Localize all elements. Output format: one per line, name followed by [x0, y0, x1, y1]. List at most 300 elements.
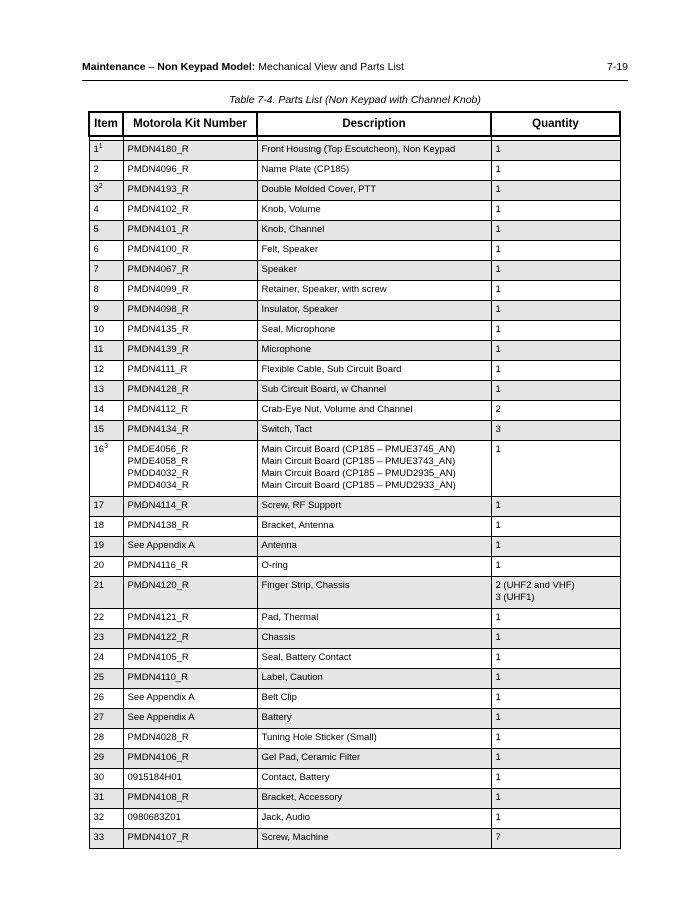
item-number: 15 — [93, 424, 105, 435]
kit-number: PMDE4058_R — [127, 456, 189, 467]
item-cell — [89, 749, 123, 769]
description-cell — [257, 537, 491, 557]
kit-number-cell — [123, 577, 257, 609]
description-cell — [257, 201, 491, 221]
description-cell — [257, 181, 491, 201]
description: Antenna — [261, 540, 297, 551]
quantity: 1 — [495, 772, 501, 783]
description-cell — [257, 557, 491, 577]
description-cell — [257, 241, 491, 261]
item-number: 25 — [93, 672, 105, 683]
kit-number: PMDN4100_R — [127, 244, 189, 255]
page-header — [82, 61, 628, 73]
item-number: 29 — [93, 752, 105, 763]
item-cell — [89, 537, 123, 557]
table-row — [89, 829, 620, 849]
column-header-description: Description — [257, 112, 491, 136]
quantity-cell — [491, 557, 620, 577]
table-row — [89, 557, 620, 577]
table-row — [89, 709, 620, 729]
description: Seal, Microphone — [261, 324, 336, 335]
footnote-marker: 3 — [104, 442, 108, 450]
quantity: 1 — [495, 324, 501, 335]
quantity-cell — [491, 341, 620, 361]
table-row — [89, 221, 620, 241]
table-header-row — [89, 112, 620, 136]
kit-number-cell — [123, 361, 257, 381]
item-cell — [89, 709, 123, 729]
description-cell — [257, 689, 491, 709]
kit-number: PMDN4067_R — [127, 264, 189, 275]
kit-number: PMDN4116_R — [127, 560, 189, 571]
kit-number-cell — [123, 769, 257, 789]
item-cell — [89, 629, 123, 649]
kit-number: PMDN4112_R — [127, 404, 189, 415]
item-cell — [89, 181, 123, 201]
item-cell — [89, 381, 123, 401]
item-number: 28 — [93, 732, 105, 743]
description: O-ring — [261, 560, 288, 571]
description-cell — [257, 441, 491, 497]
column-header-quantity: Quantity — [491, 112, 620, 136]
kit-number: PMDN4102_R — [127, 204, 189, 215]
kit-number-cell — [123, 709, 257, 729]
item-cell — [89, 769, 123, 789]
table-row — [89, 361, 620, 381]
item-number: 3 — [93, 184, 99, 195]
quantity: 1 — [495, 632, 501, 643]
description: Microphone — [261, 344, 312, 355]
quantity-cell — [491, 161, 620, 181]
kit-number: See Appendix A — [127, 540, 195, 551]
description: Finger Strip, Chassis — [261, 580, 350, 591]
description-cell — [257, 497, 491, 517]
kit-number-cell — [123, 301, 257, 321]
item-number: 31 — [93, 792, 105, 803]
table-row — [89, 769, 620, 789]
kit-number-cell — [123, 241, 257, 261]
item-cell — [89, 441, 123, 497]
kit-number-cell — [123, 517, 257, 537]
kit-number: PMDN4128_R — [127, 384, 189, 395]
item-cell — [89, 497, 123, 517]
kit-number-cell — [123, 321, 257, 341]
kit-number: See Appendix A — [127, 692, 195, 703]
quantity-cell — [491, 441, 620, 497]
quantity-cell — [491, 649, 620, 669]
item-cell — [89, 301, 123, 321]
item-cell — [89, 261, 123, 281]
kit-number-cell — [123, 201, 257, 221]
item-number: 4 — [93, 204, 99, 215]
item-cell — [89, 341, 123, 361]
kit-number: 0915184H01 — [127, 772, 182, 783]
description-cell — [257, 341, 491, 361]
kit-number-cell — [123, 421, 257, 441]
kit-number: 0980683Z01 — [127, 812, 181, 823]
item-number: 8 — [93, 284, 99, 295]
quantity: 1 — [495, 264, 501, 275]
kit-number: PMDN4096_R — [127, 164, 189, 175]
item-number: 23 — [93, 632, 105, 643]
quantity: 1 — [495, 520, 501, 531]
quantity: 1 — [495, 500, 501, 511]
item-number: 16 — [93, 444, 105, 455]
description-cell — [257, 609, 491, 629]
description-cell — [257, 301, 491, 321]
item-cell — [89, 281, 123, 301]
item-number: 19 — [93, 540, 105, 551]
kit-number-cell — [123, 649, 257, 669]
description-cell — [257, 829, 491, 849]
kit-number: PMDN4099_R — [127, 284, 189, 295]
quantity: 7 — [495, 832, 501, 843]
kit-number: PMDN4107_R — [127, 832, 189, 843]
item-cell — [89, 221, 123, 241]
quantity-cell — [491, 281, 620, 301]
table-row — [89, 749, 620, 769]
kit-number: PMDN4139_R — [127, 344, 189, 355]
kit-number: PMDN4122_R — [127, 632, 189, 643]
kit-number: PMDN4138_R — [127, 520, 189, 531]
item-number: 30 — [93, 772, 105, 783]
description-cell — [257, 709, 491, 729]
header-section: Maintenance — [82, 61, 146, 73]
kit-number: PMDN4114_R — [127, 500, 189, 511]
kit-number: See Appendix A — [127, 712, 195, 723]
table-row — [89, 649, 620, 669]
kit-number: PMDN4110_R — [127, 672, 189, 683]
quantity: 1 — [495, 560, 501, 571]
description: Bracket, Antenna — [261, 520, 334, 531]
quantity: 1 — [495, 652, 501, 663]
item-cell — [89, 577, 123, 609]
kit-number-cell — [123, 141, 257, 161]
description: Front Housing (Top Escutcheon), Non Keypad — [261, 144, 456, 155]
description-cell — [257, 421, 491, 441]
quantity-cell — [491, 769, 620, 789]
quantity-cell — [491, 361, 620, 381]
description: Sub Circuit Board, w Channel — [261, 384, 387, 395]
description: Bracket, Accessory — [261, 792, 343, 803]
kit-number: PMDN4101_R — [127, 224, 189, 235]
quantity-cell — [491, 497, 620, 517]
kit-number-cell — [123, 729, 257, 749]
quantity-cell — [491, 421, 620, 441]
quantity-cell — [491, 689, 620, 709]
description-cell — [257, 809, 491, 829]
header-title-rest: Mechanical View and Parts List — [255, 61, 404, 73]
item-cell — [89, 321, 123, 341]
description-cell — [257, 769, 491, 789]
table-row — [89, 241, 620, 261]
table-row — [89, 609, 620, 629]
item-number: 14 — [93, 404, 105, 415]
quantity-cell — [491, 809, 620, 829]
kit-number-cell — [123, 789, 257, 809]
description-cell — [257, 629, 491, 649]
quantity: 1 — [495, 672, 501, 683]
quantity: 1 — [495, 612, 501, 623]
quantity-cell — [491, 401, 620, 421]
item-number: 33 — [93, 832, 105, 843]
description: Name Plate (CP185) — [261, 164, 350, 175]
description: Gel Pad, Ceramic Filter — [261, 752, 361, 763]
item-number: 21 — [93, 580, 105, 591]
table-row — [89, 517, 620, 537]
quantity-cell — [491, 221, 620, 241]
kit-number: PMDN4108_R — [127, 792, 189, 803]
table-row — [89, 441, 620, 497]
table-row — [89, 689, 620, 709]
description: Battery — [261, 712, 292, 723]
quantity-cell — [491, 537, 620, 557]
item-cell — [89, 401, 123, 421]
description-cell — [257, 161, 491, 181]
table-row — [89, 301, 620, 321]
kit-number: PMDN4134_R — [127, 424, 189, 435]
kit-number-cell — [123, 537, 257, 557]
description: Chassis — [261, 632, 296, 643]
quantity: 1 — [495, 792, 501, 803]
parts-table — [88, 111, 621, 849]
kit-number: PMDN4180_R — [127, 144, 189, 155]
quantity: 1 — [495, 444, 501, 455]
table-row — [89, 181, 620, 201]
quantity: 2 — [495, 404, 501, 415]
table-row — [89, 341, 620, 361]
description: Insulator, Speaker — [261, 304, 339, 315]
table-caption: Table 7-4. Parts List (Non Keypad with Channel Knob) — [229, 94, 481, 106]
kit-number-cell — [123, 221, 257, 241]
description-cell — [257, 381, 491, 401]
table-row — [89, 809, 620, 829]
item-number: 7 — [93, 264, 99, 275]
description: Felt, Speaker — [261, 244, 318, 255]
quantity-cell — [491, 141, 620, 161]
description: Main Circuit Board (CP185 – PMUD2933_AN) — [261, 480, 456, 491]
table-row — [89, 261, 620, 281]
item-number: 32 — [93, 812, 105, 823]
description-cell — [257, 141, 491, 161]
item-number: 9 — [93, 304, 99, 315]
quantity: 1 — [495, 284, 501, 295]
kit-number: PMDN4121_R — [127, 612, 189, 623]
description: Screw, Machine — [261, 832, 329, 843]
header-divider — [82, 80, 628, 81]
item-number: 22 — [93, 612, 105, 623]
item-number: 20 — [93, 560, 105, 571]
item-number: 12 — [93, 364, 105, 375]
quantity: 1 — [495, 384, 501, 395]
kit-number: PMDE4056_R — [127, 444, 189, 455]
description-cell — [257, 789, 491, 809]
quantity-cell — [491, 709, 620, 729]
kit-number-cell — [123, 341, 257, 361]
quantity: 1 — [495, 364, 501, 375]
item-cell — [89, 421, 123, 441]
description: Screw, RF Support — [261, 500, 342, 511]
description-cell — [257, 281, 491, 301]
quantity: 1 — [495, 732, 501, 743]
table-row — [89, 141, 620, 161]
table-row — [89, 629, 620, 649]
item-number: 18 — [93, 520, 105, 531]
item-cell — [89, 809, 123, 829]
quantity: 1 — [495, 204, 501, 215]
quantity: 1 — [495, 304, 501, 315]
header-subsection: Non Keypad Model: — [157, 61, 256, 73]
description: Switch, Tact — [261, 424, 313, 435]
kit-number: PMDD4032_R — [127, 468, 189, 479]
kit-number-cell — [123, 497, 257, 517]
item-number: 13 — [93, 384, 105, 395]
table-row — [89, 161, 620, 181]
item-cell — [89, 201, 123, 221]
quantity: 1 — [495, 812, 501, 823]
quantity-cell — [491, 609, 620, 629]
item-cell — [89, 361, 123, 381]
description: Belt Clip — [261, 692, 297, 703]
item-number: 11 — [93, 344, 104, 355]
description-cell — [257, 749, 491, 769]
table-row — [89, 201, 620, 221]
quantity: 1 — [495, 344, 501, 355]
quantity: 1 — [495, 752, 501, 763]
description: Label, Caution — [261, 672, 323, 683]
header-title — [82, 61, 404, 73]
item-cell — [89, 141, 123, 161]
quantity: 1 — [495, 224, 501, 235]
column-header-item: Item — [89, 112, 123, 136]
description-cell — [257, 261, 491, 281]
kit-number-cell — [123, 161, 257, 181]
description: Retainer, Speaker, with screw — [261, 284, 387, 295]
description-cell — [257, 361, 491, 381]
table-row — [89, 669, 620, 689]
quantity: 3 (UHF1) — [495, 592, 535, 603]
description: Flexible Cable, Sub Circuit Board — [261, 364, 402, 375]
table-row — [89, 321, 620, 341]
quantity: 1 — [495, 164, 501, 175]
item-cell — [89, 669, 123, 689]
item-number: 17 — [93, 500, 105, 511]
description: Pad, Thermal — [261, 612, 319, 623]
item-cell — [89, 689, 123, 709]
kit-number-cell — [123, 829, 257, 849]
footnote-marker: 2 — [98, 182, 103, 190]
quantity: 1 — [495, 712, 501, 723]
quantity: 1 — [495, 540, 501, 551]
kit-number: PMDN4111_R — [127, 364, 188, 375]
item-cell — [89, 557, 123, 577]
quantity: 1 — [495, 692, 501, 703]
parts-table-body — [89, 136, 620, 849]
description-cell — [257, 669, 491, 689]
item-number: 6 — [93, 244, 99, 255]
quantity-cell — [491, 261, 620, 281]
quantity-cell — [491, 789, 620, 809]
kit-number-cell — [123, 381, 257, 401]
item-cell — [89, 161, 123, 181]
quantity-cell — [491, 301, 620, 321]
item-number: 5 — [93, 224, 99, 235]
kit-number-cell — [123, 281, 257, 301]
kit-number: PMDN4098_R — [127, 304, 189, 315]
kit-number-cell — [123, 557, 257, 577]
item-cell — [89, 517, 123, 537]
quantity: 2 (UHF2 and VHF) — [495, 580, 575, 591]
kit-number-cell — [123, 809, 257, 829]
description: Knob, Volume — [261, 204, 321, 215]
table-row — [89, 497, 620, 517]
table-row — [89, 381, 620, 401]
description: Main Circuit Board (CP185 – PMUE3743_AN) — [261, 456, 456, 467]
kit-number-cell — [123, 441, 257, 497]
quantity-cell — [491, 321, 620, 341]
quantity-cell — [491, 201, 620, 221]
quantity-cell — [491, 517, 620, 537]
quantity: 1 — [495, 144, 501, 155]
item-number: 27 — [93, 712, 105, 723]
kit-number: PMDN4135_R — [127, 324, 189, 335]
description: Main Circuit Board (CP185 – PMUD2935_AN) — [261, 468, 456, 479]
item-number: 2 — [93, 164, 99, 175]
quantity-cell — [491, 577, 620, 609]
quantity: 3 — [495, 424, 501, 435]
item-cell — [89, 789, 123, 809]
description-cell — [257, 221, 491, 241]
kit-number: PMDN4105_R — [127, 652, 189, 663]
item-cell — [89, 241, 123, 261]
quantity-cell — [491, 749, 620, 769]
kit-number: PMDN4120_R — [127, 580, 189, 591]
table-row — [89, 729, 620, 749]
description: Seal, Battery Contact — [261, 652, 352, 663]
item-cell — [89, 729, 123, 749]
description: Jack, Audio — [261, 812, 311, 823]
description-cell — [257, 577, 491, 609]
kit-number: PMDN4193_R — [127, 184, 189, 195]
kit-number: PMDN4028_R — [127, 732, 189, 743]
kit-number: PMDN4106_R — [127, 752, 189, 763]
header-dash: – — [145, 61, 158, 73]
description-cell — [257, 401, 491, 421]
kit-number-cell — [123, 629, 257, 649]
kit-number-cell — [123, 749, 257, 769]
kit-number-cell — [123, 261, 257, 281]
description-cell — [257, 517, 491, 537]
footnote-marker: 1 — [98, 142, 103, 150]
kit-number: PMDD4034_R — [127, 480, 189, 491]
table-row — [89, 401, 620, 421]
item-cell — [89, 649, 123, 669]
item-number: 24 — [93, 652, 105, 663]
quantity: 1 — [495, 184, 501, 195]
kit-number-cell — [123, 669, 257, 689]
description: Double Molded Cover, PTT — [261, 184, 377, 195]
kit-number-cell — [123, 609, 257, 629]
quantity-cell — [491, 669, 620, 689]
column-header-kit-number: Motorola Kit Number — [123, 112, 257, 136]
description: Knob, Channel — [261, 224, 325, 235]
table-row — [89, 281, 620, 301]
quantity-cell — [491, 241, 620, 261]
table-row — [89, 537, 620, 557]
description: Tuning Hole Sticker (Small) — [261, 732, 377, 743]
quantity-cell — [491, 181, 620, 201]
kit-number-cell — [123, 401, 257, 421]
